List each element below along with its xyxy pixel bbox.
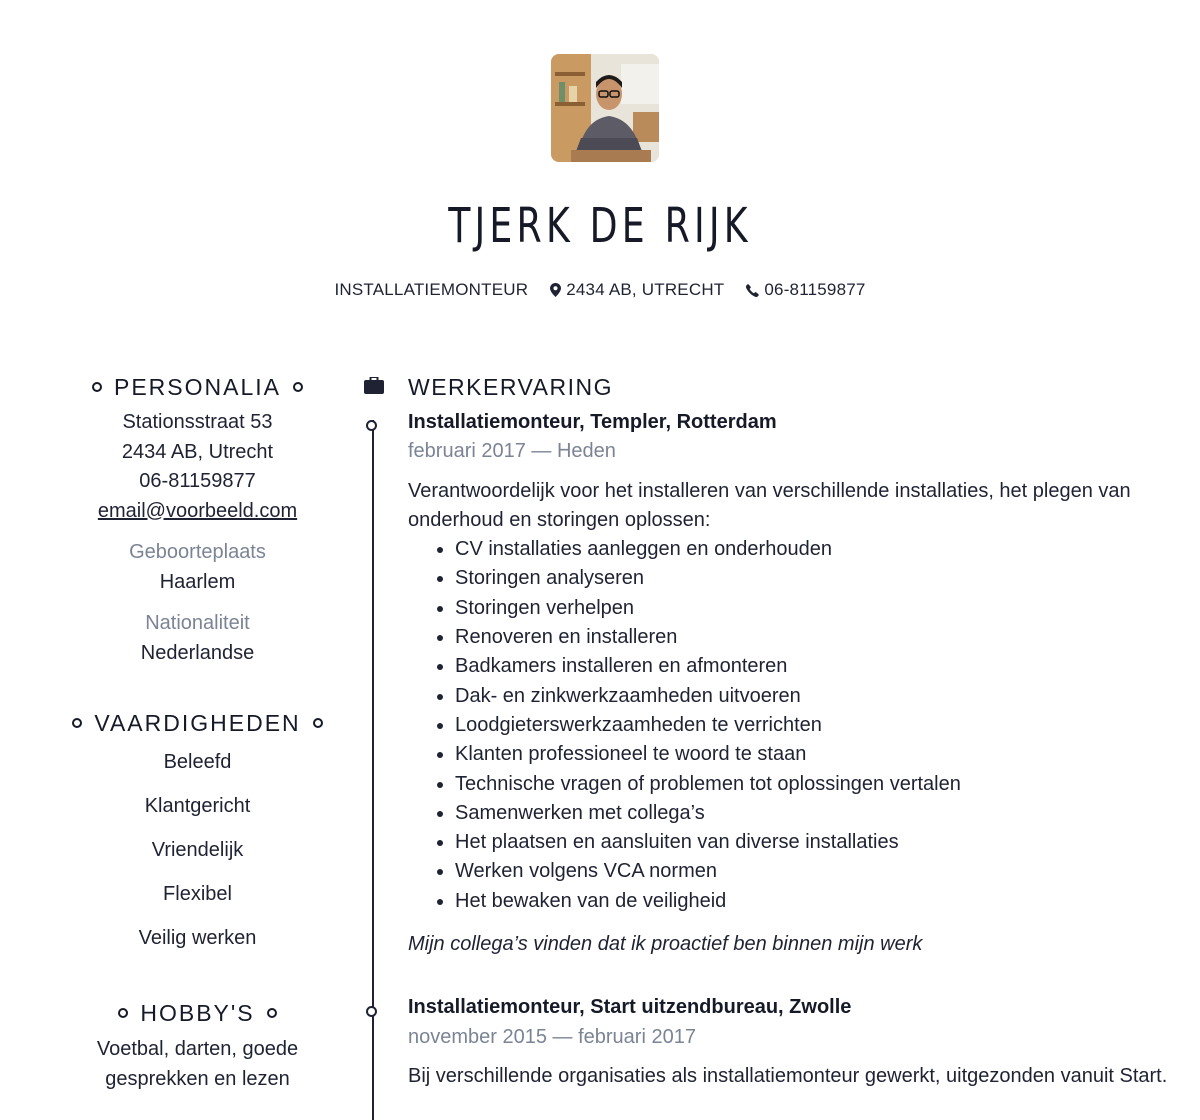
list-item: • Storingen analyseren bbox=[455, 564, 1168, 593]
header-location-text: 2434 AB, UTRECHT bbox=[566, 280, 725, 299]
experience-section bbox=[408, 370, 1168, 1091]
ring-icon bbox=[293, 382, 303, 392]
list-item: • Het plaatsen en aansluiten van diverse installaties bbox=[455, 828, 1168, 857]
ring-icon bbox=[72, 718, 82, 728]
profile-photo bbox=[551, 54, 659, 162]
contact-phone: 06-81159877 bbox=[139, 470, 256, 492]
job-dates: november 2015 — februari 2017 bbox=[408, 1025, 696, 1048]
hobbies-text bbox=[60, 1034, 335, 1094]
nationality-value: Nederlandse bbox=[140, 641, 255, 664]
skill-item: Vriendelijk bbox=[151, 839, 244, 861]
hobbies-line: Voetbal, darten, goede bbox=[96, 1038, 299, 1060]
header-location bbox=[550, 280, 724, 300]
timeline-dot bbox=[366, 420, 377, 431]
contact-email-link[interactable]: email@voorbeeld.com bbox=[97, 499, 298, 522]
phone-icon bbox=[746, 284, 759, 297]
task-list bbox=[408, 535, 1168, 916]
header-subline bbox=[0, 280, 1200, 300]
skill-item: Flexibel bbox=[163, 883, 232, 905]
list-item: • Storingen verhelpen bbox=[455, 594, 1168, 623]
job-quote: Mijn collega’s vinden dat ik proactief ben binnen mijn werk bbox=[408, 933, 923, 956]
candidate-name: TJERK DE RIJK bbox=[448, 198, 752, 254]
job-entry bbox=[408, 993, 1168, 1091]
job-dates: februari 2017 — Heden bbox=[408, 440, 616, 463]
list-item: • Klanten professioneel te woord te staan bbox=[455, 740, 1168, 769]
ring-icon bbox=[118, 1008, 128, 1018]
job-description: Verantwoordelijk voor het installeren van verschillende installaties, het plegen van onderhoud en storingen oplossen: bbox=[408, 479, 1131, 531]
address-street: Stationsstraat 53 bbox=[122, 411, 273, 433]
nationality-label: Nationaliteit bbox=[145, 612, 250, 634]
hobbies-line: gesprekken en lezen bbox=[105, 1068, 290, 1090]
header-job-title: INSTALLATIEMONTEUR bbox=[334, 280, 529, 299]
job-title: Installatiemonteur, Templer, Rotterdam bbox=[408, 411, 777, 433]
address-postal-city: 2434 AB, Utrecht bbox=[121, 440, 274, 463]
ring-icon bbox=[267, 1008, 277, 1018]
skill-item: Beleefd bbox=[163, 751, 232, 773]
personalia-block bbox=[60, 408, 335, 668]
birthplace-label: Geboorteplaats bbox=[129, 541, 266, 563]
skills-list bbox=[60, 740, 335, 960]
left-column bbox=[60, 370, 335, 1094]
list-item: • Werken volgens VCA normen bbox=[455, 857, 1168, 886]
job-entry bbox=[408, 408, 1168, 959]
list-item: • Technische vragen of problemen tot oplossingen vertalen bbox=[455, 770, 1168, 799]
birthplace-value: Haarlem bbox=[159, 570, 236, 593]
list-item: • CV installaties aanleggen en onderhouden bbox=[455, 535, 1168, 564]
map-pin-icon bbox=[550, 283, 561, 297]
list-item: • Renoveren en installeren bbox=[455, 623, 1168, 652]
header-phone bbox=[746, 280, 865, 300]
job-title: Installatiemonteur, Start uitzendbureau, Zwolle bbox=[408, 996, 852, 1019]
list-item: • Loodgieterswerkzaamheden te verrichten bbox=[455, 711, 1168, 740]
skills-heading-text: VAARDIGHEDEN bbox=[94, 710, 301, 736]
header-phone-text: 06-81159877 bbox=[764, 280, 866, 299]
hobbies-heading-text: HOBBY'S bbox=[140, 1000, 255, 1026]
skill-item: Klantgericht bbox=[144, 795, 251, 817]
personalia-heading bbox=[60, 370, 335, 404]
hobbies-heading bbox=[60, 996, 335, 1030]
experience-heading: WERKERVARING bbox=[408, 374, 614, 400]
briefcase-icon bbox=[364, 377, 384, 399]
list-item: • Samenwerken met collega’s bbox=[455, 799, 1168, 828]
job-description: Bij verschillende organisaties als installatiemonteur gewerkt, uitgezonden vanuit Start. bbox=[408, 1064, 1168, 1087]
personalia-heading-text: PERSONALIA bbox=[114, 374, 281, 400]
ring-icon bbox=[92, 382, 102, 392]
skill-item: Veilig werken bbox=[138, 927, 257, 949]
list-item: • Badkamers installeren en afmonteren bbox=[455, 652, 1168, 681]
timeline-dot bbox=[366, 1006, 377, 1017]
ring-icon bbox=[313, 718, 323, 728]
list-item: • Dak- en zinkwerkzaamheden uitvoeren bbox=[455, 682, 1168, 711]
skills-heading bbox=[60, 706, 335, 740]
list-item: • Het bewaken van de veiligheid bbox=[455, 887, 1168, 916]
